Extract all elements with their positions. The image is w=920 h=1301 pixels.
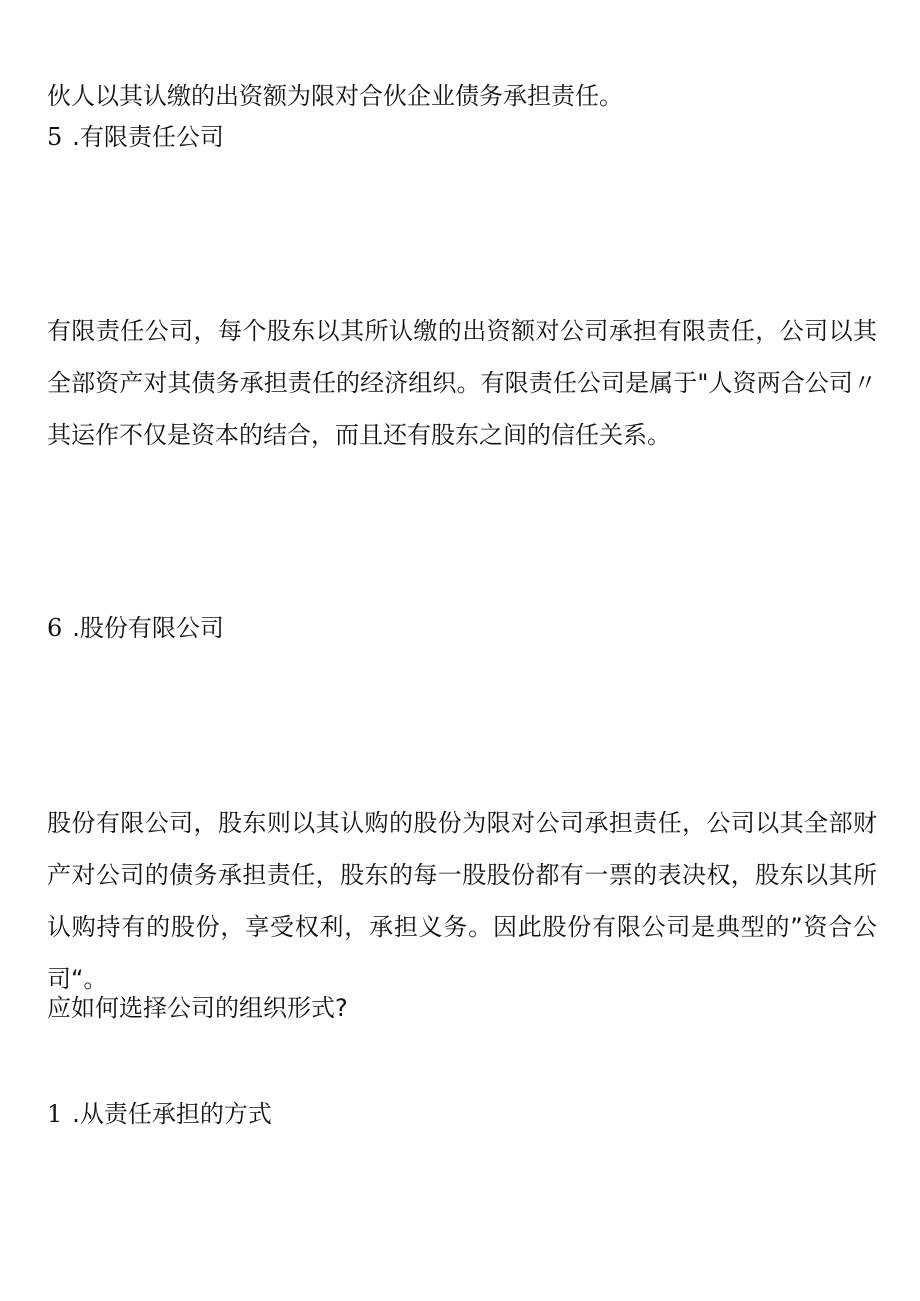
heading-llc: [47, 121, 224, 153]
text-line-partnership: 伙人以其认缴的出资额为限对合伙企业债务承担责任。: [47, 82, 623, 110]
paragraph-jsc: 股份有限公司，股东则以其认购的股份为限对公司承担责任，公司以其全部财产对公司的债务承担责任，股东的每一股股份都有一票的表决权，股东以其所认购持有的股份，享受权利，承担义务。因此股份有限公司是典型的”资合公司“。: [47, 809, 877, 993]
heading-text: .有限责任公司: [72, 123, 224, 151]
heading-responsibility: [47, 1098, 272, 1130]
heading-text: .从责任承担的方式: [72, 1100, 272, 1128]
heading-text: .股份有限公司: [72, 614, 224, 642]
heading-jsc: [47, 612, 224, 644]
question-line: 应如何选择公司的组织形式?: [47, 994, 348, 1022]
heading-number: 1: [47, 1100, 63, 1128]
paragraph-llc: 有限责任公司，每个股东以其所认缴的出资额对公司承担有限责任，公司以其全部资产对其债务承担责任的经济组织。有限责任公司是属于"人资两合公司〃其运作不仅是资本的结合，而且还有股东之间的信任关系。: [47, 317, 877, 449]
heading-number: 6: [47, 614, 63, 642]
heading-number: 5: [47, 123, 63, 151]
